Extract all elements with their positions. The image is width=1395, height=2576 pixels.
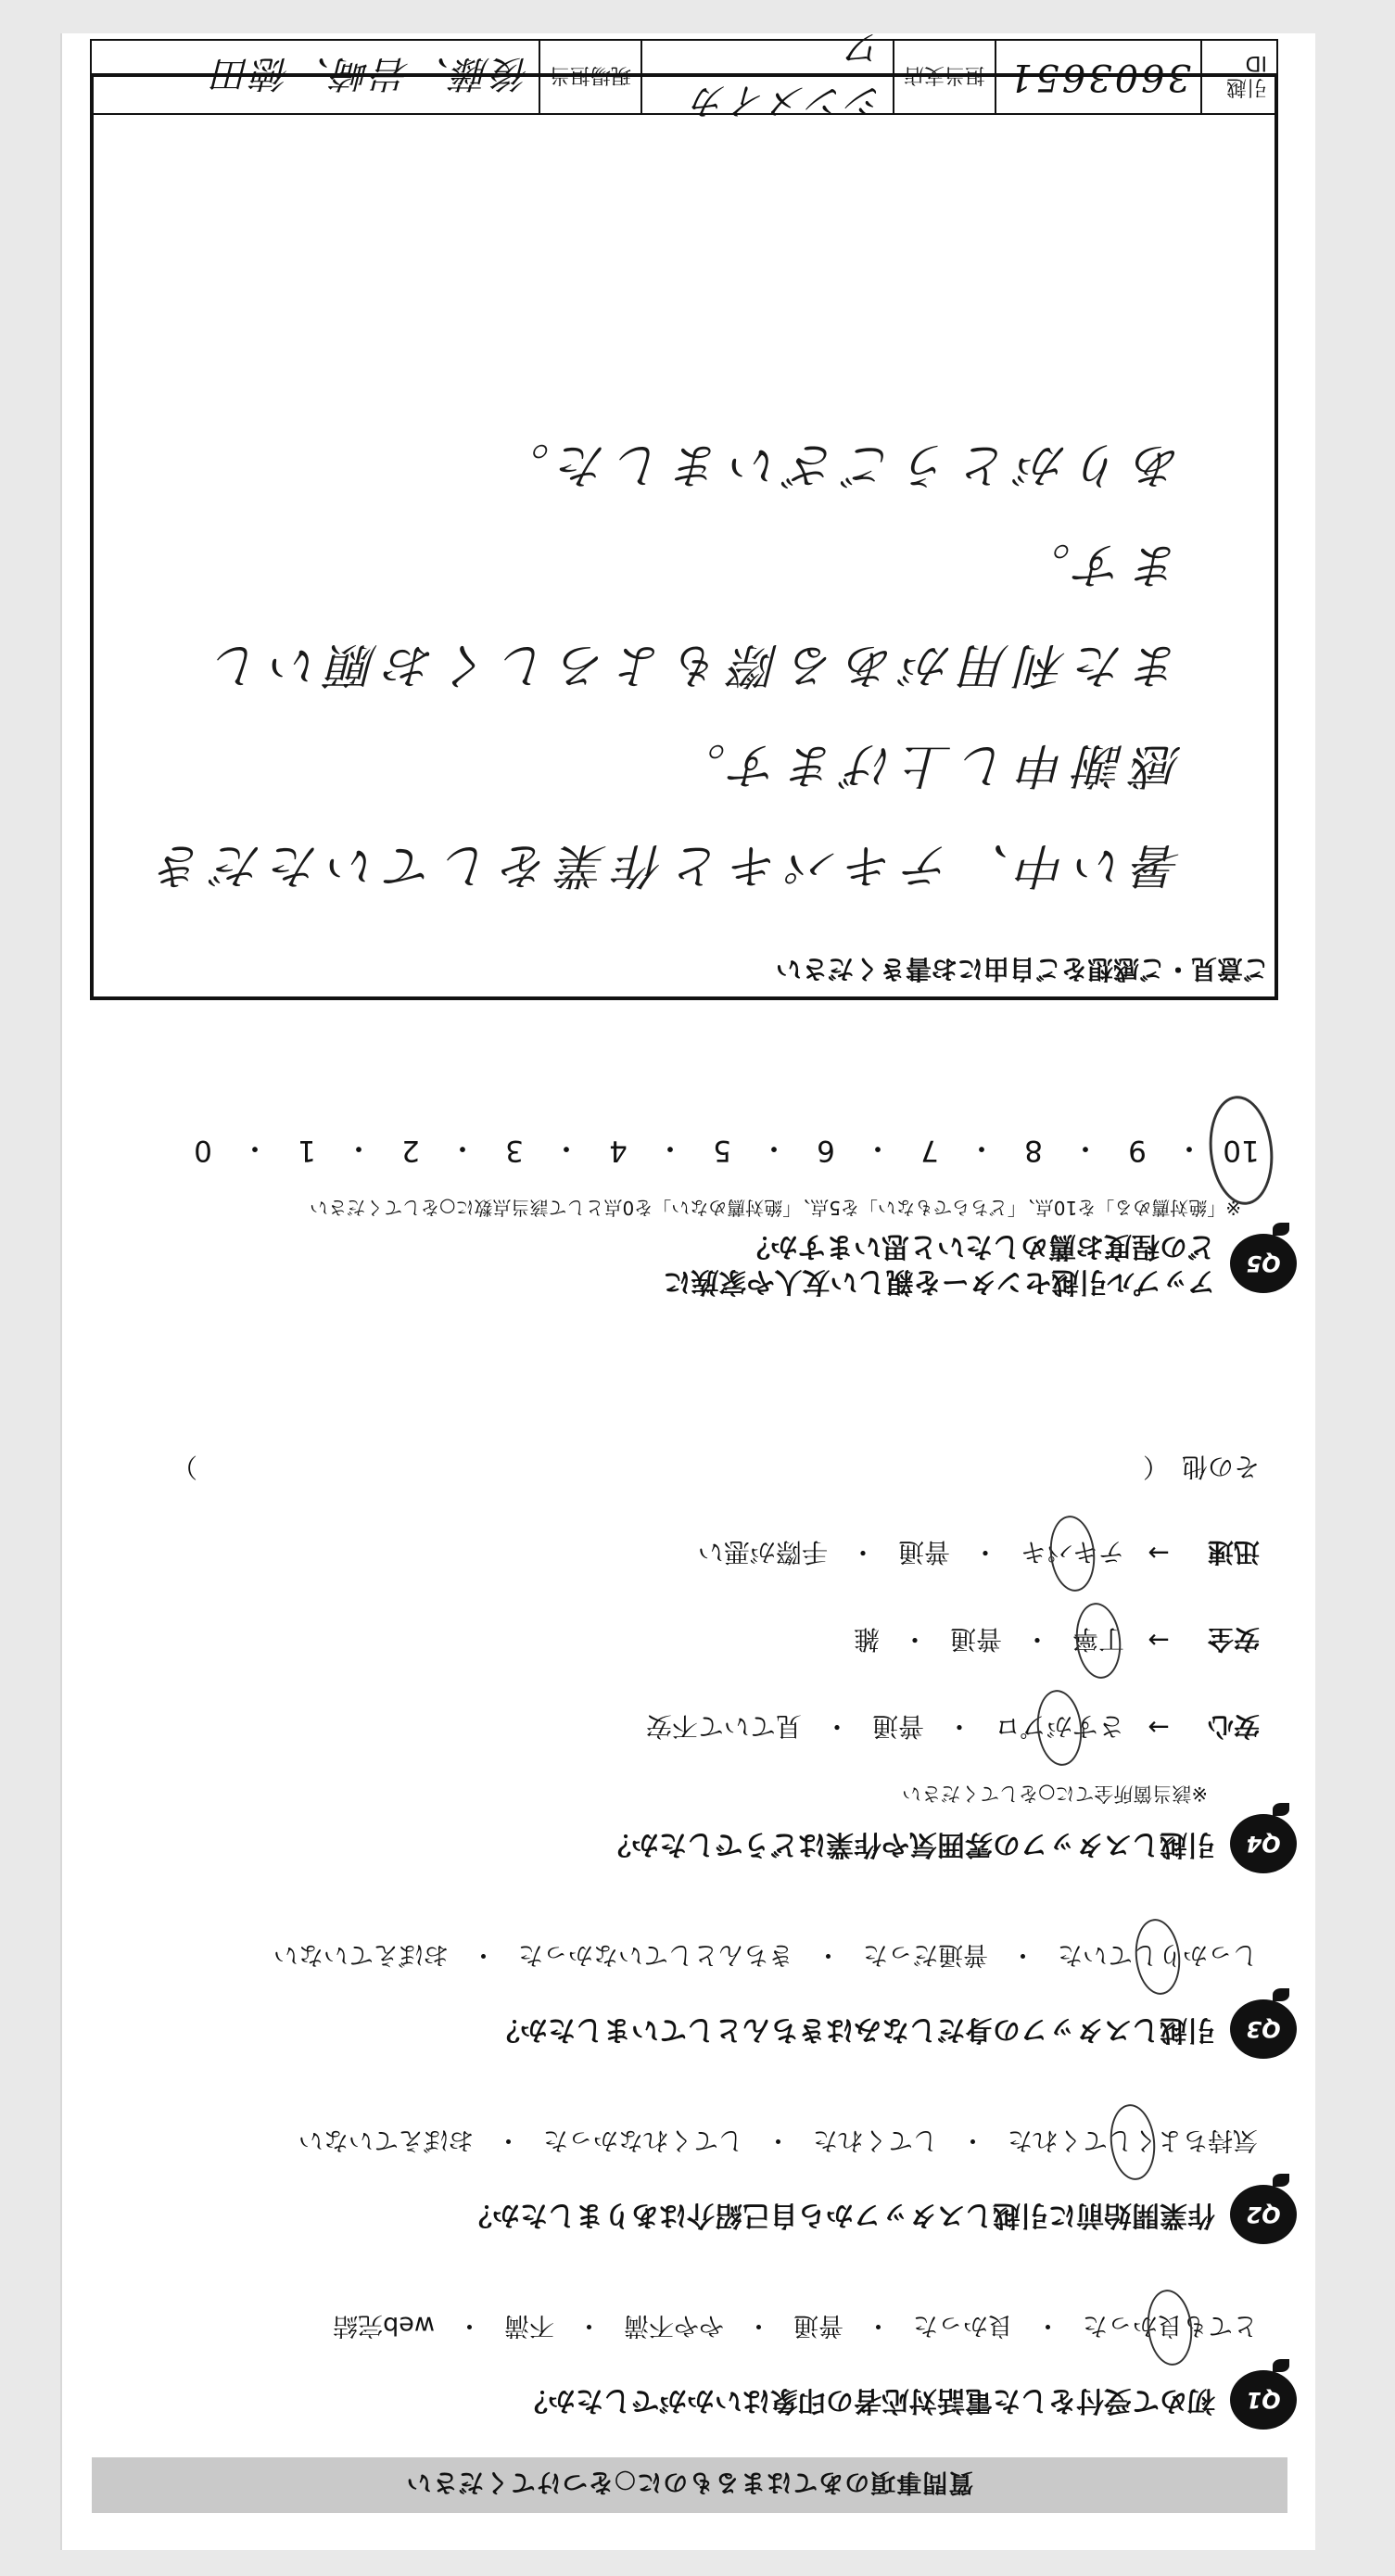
scale-10[interactable]: 10	[1223, 1134, 1260, 1168]
separator: ・	[759, 1131, 789, 1164]
handwritten-comment	[94, 414, 1182, 915]
scale-6[interactable]: 6	[817, 1134, 835, 1168]
arrow-icon: →	[1148, 1625, 1170, 1656]
q2-option-dont-remember[interactable]: おぼえていない	[298, 2126, 474, 2154]
handwritten-line: 暑い中、テキパキと作業をしていただき	[146, 837, 1182, 893]
crew-value: 後藤、岩崎、徳田	[210, 52, 529, 95]
q4-option[interactable]: テキパキ	[1019, 1535, 1126, 1572]
separator: ・	[1071, 1131, 1100, 1164]
q4-option[interactable]: さすがプロ	[993, 1709, 1126, 1746]
q4-option[interactable]: 手際が悪い	[697, 1537, 828, 1567]
staff-info-table	[90, 26, 1278, 121]
separator: ・	[746, 2311, 771, 2340]
q1-option-dissatisfied[interactable]: 不満	[504, 2311, 554, 2340]
arrow-icon: →	[1148, 1712, 1170, 1744]
handwritten-line: 感謝申し上げます。	[668, 737, 1182, 793]
scale-2[interactable]: 2	[401, 1134, 420, 1168]
separator: ・	[1010, 1940, 1035, 1969]
question-2	[82, 2125, 1297, 2244]
separator: ・	[971, 1537, 998, 1567]
branch-label: 担当支店	[893, 41, 995, 113]
scale-3[interactable]: 3	[505, 1134, 524, 1168]
crew-label: 現場担当	[539, 41, 640, 113]
q4-row-label: 安全	[1207, 1624, 1260, 1655]
q4-other	[82, 1427, 1260, 1510]
separator: ・	[766, 2126, 791, 2154]
separator: ・	[901, 1624, 928, 1655]
survey-sheet	[60, 26, 1315, 2550]
q1-badge-label: Q1	[1246, 2387, 1281, 2413]
q1-option-slightly-dissatisfied[interactable]: やや不満	[624, 2311, 724, 2340]
separator: ・	[945, 1711, 972, 1742]
instruction-header	[92, 2457, 1287, 2513]
separator: ・	[577, 2311, 602, 2340]
separator: ・	[448, 1131, 477, 1164]
paren-close: ）	[171, 1452, 197, 1482]
instruction-text: 質問事項のあてはまるものに○をつけてください	[405, 2468, 974, 2497]
q4-row-speed	[82, 1510, 1260, 1597]
q3-options	[82, 1939, 1260, 1975]
q1-option-normal[interactable]: 普通	[793, 2311, 843, 2340]
question-5	[82, 1130, 1297, 1299]
id-label: 引越ID	[1200, 41, 1276, 113]
q4-row-security	[82, 1597, 1260, 1684]
comment-box[interactable]	[90, 73, 1278, 1000]
q4-option[interactable]: 普通	[949, 1624, 1002, 1655]
q3-option-normal[interactable]: 普通だった	[863, 1940, 988, 1969]
q3-badge-icon	[1230, 1999, 1297, 2059]
separator: ・	[967, 1131, 996, 1164]
q4-option[interactable]: 普通	[897, 1537, 950, 1567]
separator: ・	[960, 2126, 985, 2154]
handwritten-line: ありがとうございました。	[491, 437, 1182, 492]
separator: ・	[816, 1940, 841, 1969]
question-1	[82, 2310, 1297, 2430]
q1-option-web[interactable]: web完結	[333, 2311, 435, 2340]
q4-row-safety	[82, 1684, 1260, 1771]
q1-option-good[interactable]: 良かった	[913, 2311, 1013, 2340]
q5-note: ※「絶対薦める」を10点、「どちらでもない」を5点、「絶対薦めない」を0点として該当点数に○をしてください	[310, 1197, 1241, 1219]
q2-option-did[interactable]: してくれた	[813, 2126, 938, 2154]
q3-option-neat[interactable]: しっかりしていた	[1056, 1939, 1260, 1975]
q4-row-label: 安心	[1207, 1711, 1260, 1742]
scale-0[interactable]: 0	[194, 1134, 212, 1168]
scale-5[interactable]: 5	[713, 1134, 731, 1168]
separator: ・	[1174, 1131, 1204, 1164]
scale-1[interactable]: 1	[298, 1134, 316, 1168]
q4-option[interactable]: 普通	[871, 1711, 924, 1742]
q5-badge-icon	[1230, 1234, 1297, 1293]
q2-badge-icon	[1230, 2185, 1297, 2244]
separator: ・	[655, 1131, 685, 1164]
q2-question: 作業開始前に引越しスタッフから自己紹介はありましたか？	[464, 2199, 1215, 2231]
q4-option[interactable]: 雑	[853, 1624, 880, 1655]
q4-option[interactable]: 見ていて不安	[645, 1711, 802, 1742]
q3-option-not-neat[interactable]: きちんとしていなかった	[518, 1940, 793, 1969]
separator: ・	[1023, 1624, 1050, 1655]
scale-9[interactable]: 9	[1128, 1134, 1147, 1168]
separator: ・	[496, 2126, 521, 2154]
q2-options	[82, 2125, 1260, 2161]
q1-badge-icon	[1230, 2370, 1297, 2430]
q2-option-did-not[interactable]: してくれなかった	[543, 2126, 743, 2154]
q4-option[interactable]: 丁寧	[1071, 1622, 1126, 1659]
q5-question-line2: どの程度お薦めしたいと思いますか？	[742, 1230, 1215, 1263]
separator: ・	[849, 1537, 876, 1567]
separator: ・	[823, 1711, 850, 1742]
separator: ・	[552, 1131, 581, 1164]
q3-option-dont-remember[interactable]: おぼえていない	[273, 1940, 449, 1969]
branch-value: シンメイカワ	[640, 41, 893, 113]
arrow-icon: →	[1148, 1538, 1170, 1569]
q4-badge-icon	[1230, 1814, 1297, 1873]
separator: ・	[863, 1131, 893, 1164]
separator: ・	[471, 1940, 496, 1969]
id-value: 3603651	[995, 41, 1200, 113]
handwritten-line: ます。	[1013, 537, 1182, 592]
scale-4[interactable]: 4	[609, 1134, 628, 1168]
q4-row-label: 迅速	[1207, 1537, 1260, 1567]
q4-other-label: その他	[1181, 1452, 1260, 1482]
question-4	[82, 1427, 1297, 1873]
paren-open: （	[1142, 1452, 1169, 1482]
comment-title: ご意見・ご感想をご自由にお書きください	[775, 954, 1269, 984]
q3-badge-label: Q3	[1246, 2016, 1281, 2042]
separator: ・	[457, 2311, 482, 2340]
scale-8[interactable]: 8	[1024, 1134, 1043, 1168]
q4-badge-label: Q4	[1246, 1831, 1281, 1857]
handwritten-line: また利用がある際もよろしくお願いし	[204, 637, 1182, 692]
separator: ・	[866, 2311, 891, 2340]
q4-question: 引越しスタッフの雰囲気や作業はどうでしたか？	[603, 1828, 1215, 1860]
q1-option-very-good[interactable]: とても良かった	[1081, 2310, 1260, 2346]
q3-question: 引越しスタッフの身だしなみはきちんとしていましたか？	[492, 2013, 1215, 2046]
separator: ・	[344, 1131, 374, 1164]
question-3	[82, 1939, 1297, 2059]
q1-question: 初めて受付をした電話対応者の印象はいかがでしたか？	[520, 2384, 1215, 2417]
q5-scale	[82, 1130, 1260, 1172]
q2-badge-label: Q2	[1246, 2202, 1281, 2227]
q5-question-line1: アップル引越センターを親しい友人や家族に	[663, 1265, 1215, 1298]
scale-7[interactable]: 7	[920, 1134, 939, 1168]
separator: ・	[1035, 2311, 1060, 2340]
separator: ・	[240, 1131, 270, 1164]
q1-options	[82, 2310, 1260, 2346]
q5-badge-label: Q5	[1246, 1250, 1281, 1276]
q2-option-pleasant[interactable]: 気持ちよくしてくれた	[1006, 2125, 1260, 2161]
q4-note: ※該当箇所全てに○をしてください	[902, 1783, 1208, 1805]
